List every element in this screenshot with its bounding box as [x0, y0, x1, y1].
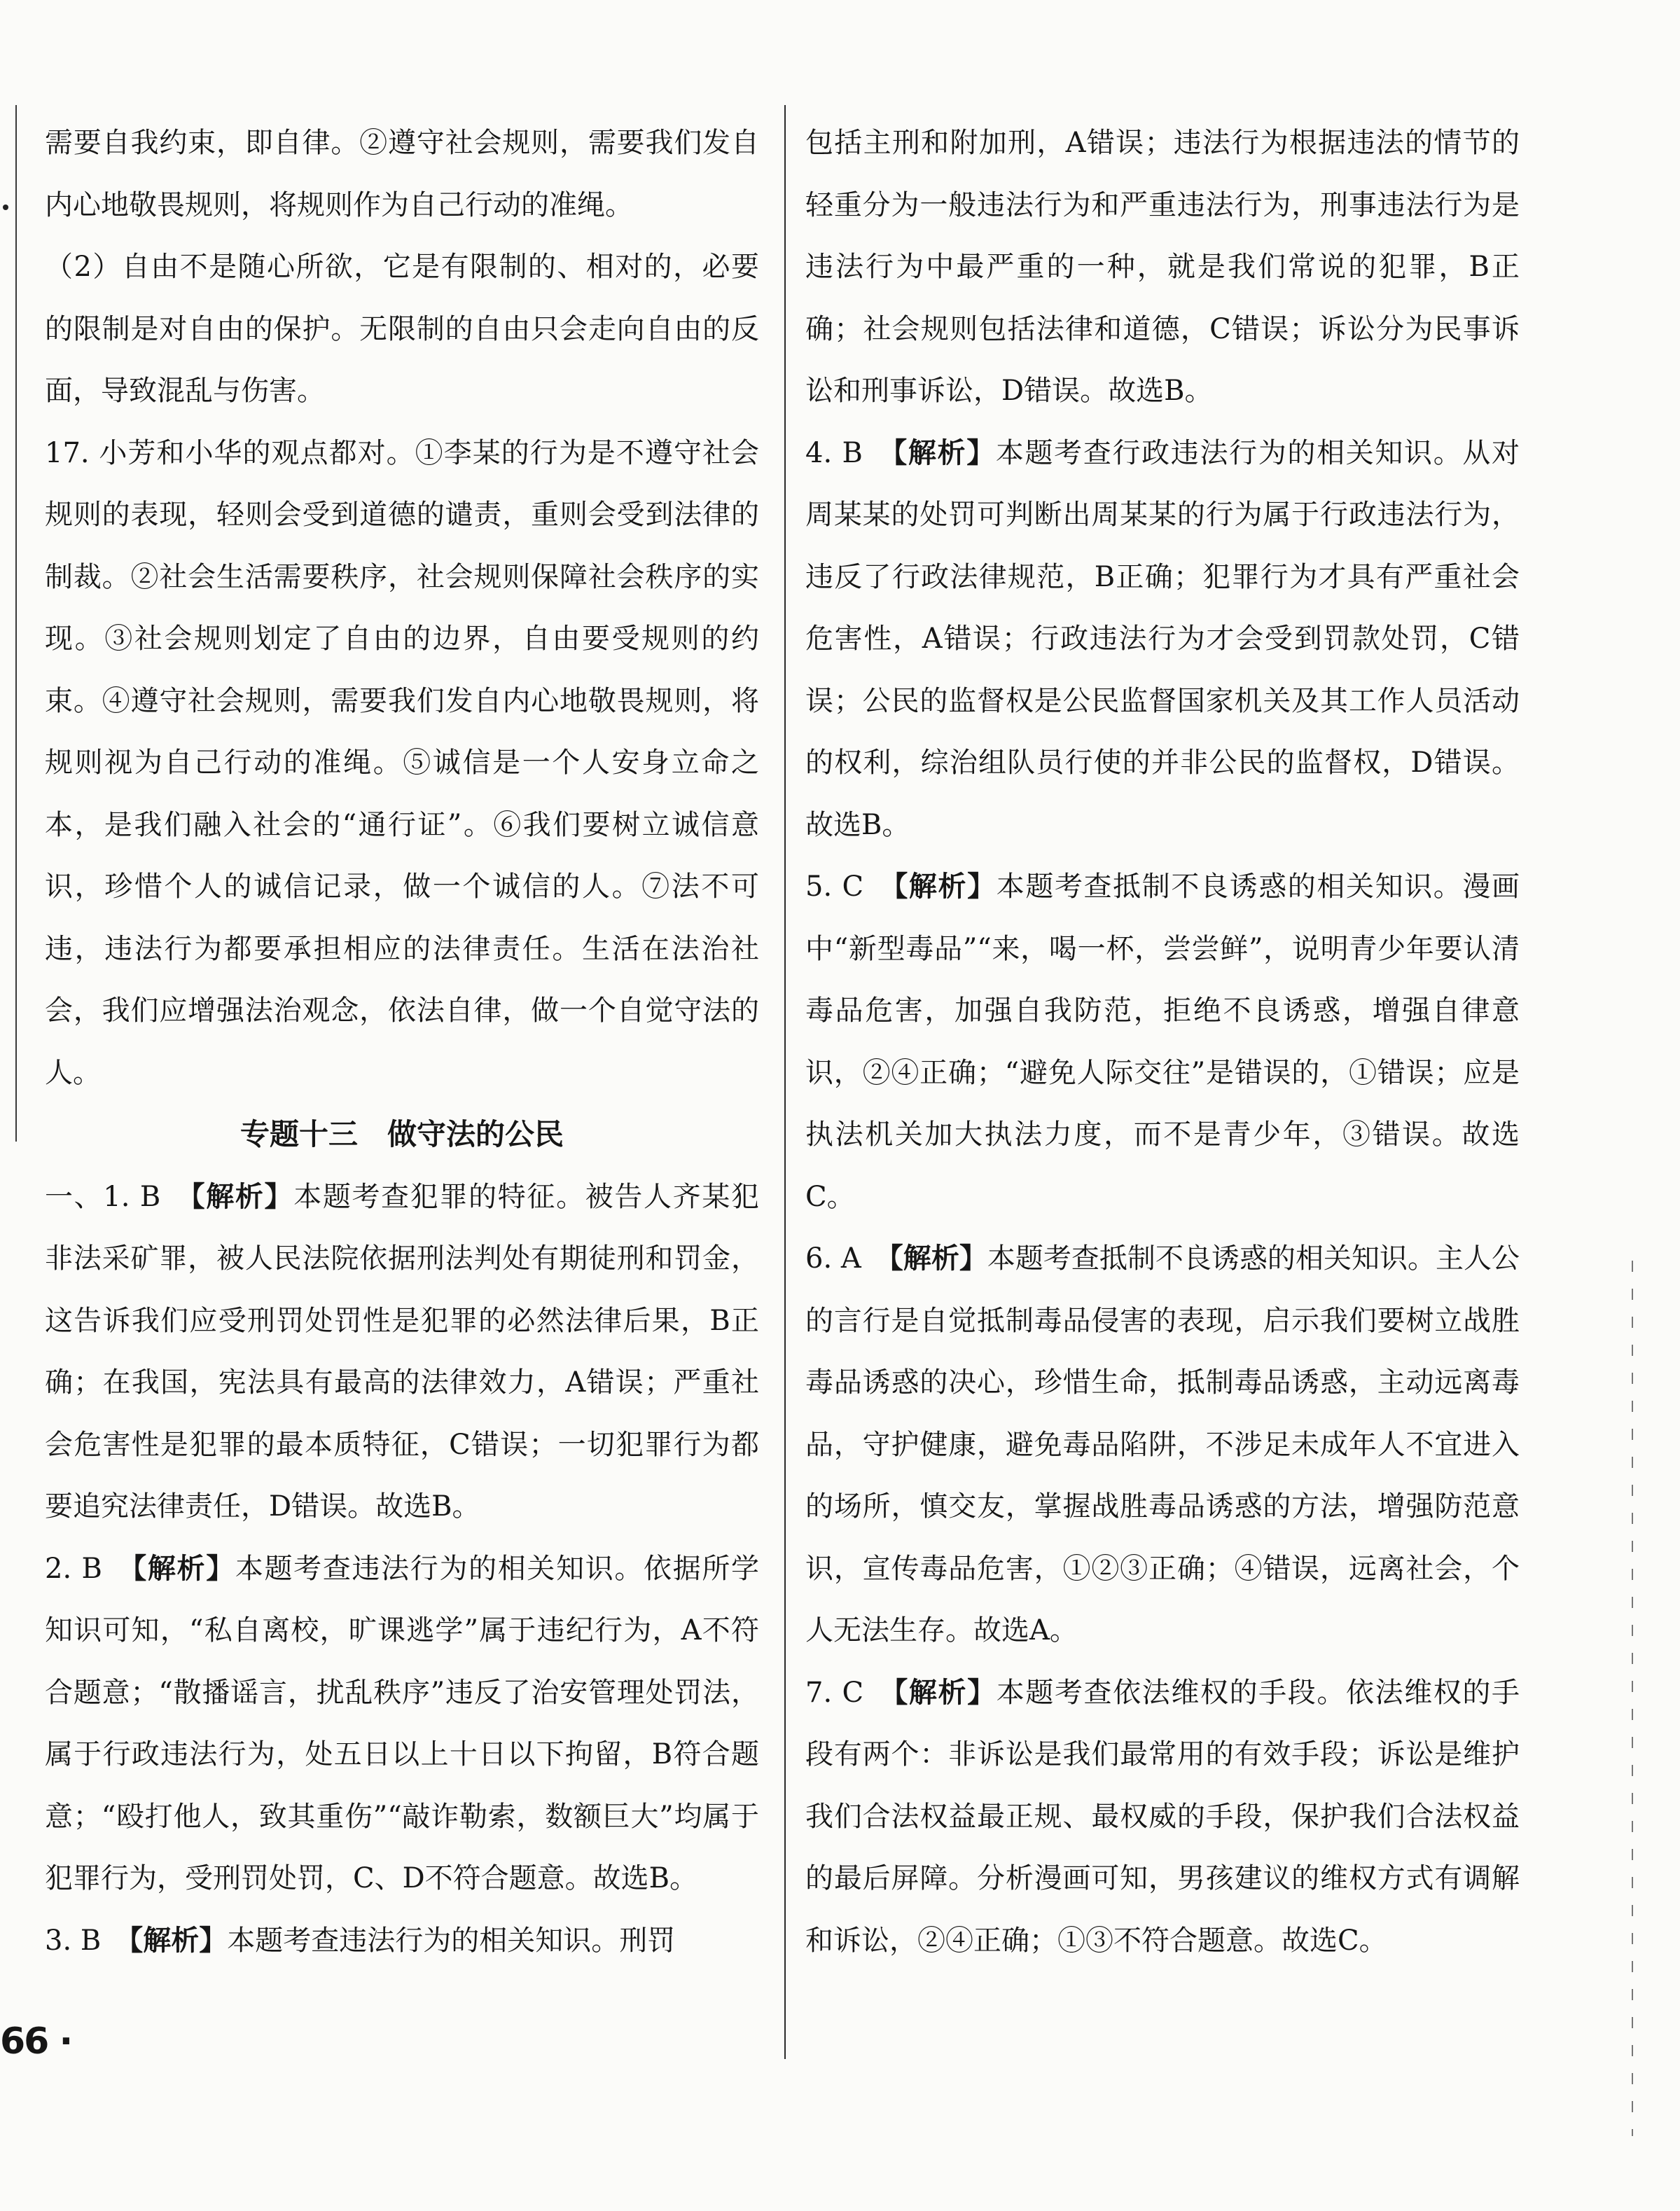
- section-heading: 专题十三 做守法的公民: [239, 1117, 564, 1151]
- answer-1-prefix: 一、1. B: [45, 1180, 191, 1213]
- right-edge-marks: [1632, 1261, 1633, 2136]
- answer-1-label: 【解析】: [190, 1180, 294, 1213]
- answer-2-text: 本题考查违法行为的相关知识。依据所学知识可知，“私自离校，旷课逃学”属于违纪行为，A不符合题意；“散播谣言，扰乱秩序”违反了治安管理处罚法，属于行政违法行为，处五日以上十日以下拘留，B符合题意；“殴打他人，致其重伤”“敲诈勒索，数额巨大”均属于犯罪行为，受刑罚处罚，C、D不符合题意。故选B。: [45, 1552, 760, 1894]
- answer-2-label: 【解析】: [132, 1552, 235, 1585]
- answer-7-label: 【解析】: [894, 1676, 997, 1709]
- answer-3-label: 【解析】: [129, 1924, 228, 1957]
- answer-4-label: 【解析】: [893, 436, 996, 469]
- answer-6-text: 本题考查抵制不良诱惑的相关知识。主人公的言行是自觉抵制毒品侵害的表现，启示我们要树立战胜毒品诱惑的决心，珍惜生命，抵制毒品诱惑，主动远离毒品，守护健康，避免毒品陷阱，不涉足未成年人不宜进入的场所，慎交友，掌握战胜毒品诱惑的方法，增强防范意识，宣传毒品危害，①②③正确；④错误，远离社会，个人无法生存。故选A。: [805, 1242, 1520, 1647]
- left-paragraph-2: （2）自由不是随心所欲，它是有限制的、相对的，必要的限制是对自由的保护。无限制的自由只会走向自由的反面，导致混乱与伤害。: [45, 251, 759, 407]
- left-column: [45, 112, 759, 1971]
- answer-5: [805, 856, 1520, 1228]
- answer-3-continued: 包括主刑和附加刑，A错误；违法行为根据违法的情节的轻重分为一般违法行为和严重违法行为，刑事违法行为是违法行为中最严重的一种，就是我们常说的犯罪，B正确；社会规则包括法律和道德，C错误；诉讼分为民事诉讼和刑事诉讼，D错误。故选B。: [805, 127, 1520, 407]
- answer-3: [45, 1910, 759, 1972]
- answer-1-text: 本题考查犯罪的特征。被告人齐某犯非法采矿罪，被人民法院依据刑法判处有期徒刑和罚金，这告诉我们应受刑罚处罚性是犯罪的必然法律后果，B正确；在我国，宪法具有最高的法律效力，A错误；严重社会危害性是犯罪的最本质特征，C错误；一切犯罪行为都要追究法律责任，D错误。故选B。: [45, 1180, 760, 1523]
- answer-7: [805, 1662, 1520, 1972]
- column-divider: [784, 105, 786, 2059]
- answer-6: [805, 1228, 1520, 1662]
- answer-4-text: 本题考查行政违法行为的相关知识。从对周某某的处罚可判断出周某某的行为属于行政违法行为，违反了行政法律规范，B正确；犯罪行为才具有严重社会危害性，A错误；行政违法行为才会受到罚款处罚，C错误；公民的监督权是公民监督国家机关及其工作人员活动的权利，综治组队员行使的并非公民的监督权，D错误。故选B。: [805, 436, 1520, 841]
- answer-4: [805, 422, 1520, 857]
- answer-2-prefix: 2. B: [45, 1552, 133, 1585]
- answer-5-text: 本题考查抵制不良诱惑的相关知识。漫画中“新型毒品”“来，喝一杯，尝尝鲜”，说明青少年要认清毒品危害，加强自我防范，拒绝不良诱惑，增强自律意识，②④正确；“避免人际交往”是错误的，①错误；应是执法机关加大执法力度，而不是青少年，③错误。故选C。: [805, 871, 1520, 1213]
- answer-5-label: 【解析】: [894, 871, 997, 903]
- margin-dot: [3, 205, 8, 210]
- answer-17: 17. 小芳和小华的观点都对。①李某的行为是不遵守社会规则的表现，轻则会受到道德的谴责，重则会受到法律的制裁。②社会生活需要秩序，社会规则保障社会秩序的实现。③社会规则划定了自由的边界，自由要受规则的约束。④遵守社会规则，需要我们发自内心地敬畏规则，将规则视为自己行动的准绳。⑤诚信是一个人安身立命之本，是我们融入社会的“通行证”。⑥我们要树立诚信意识，珍惜个人的诚信记录，做一个诚信的人。⑦法不可违，违法行为都要承担相应的法律责任。生活在法治社会，我们应增强法治观念，依法自律，做一个自觉守法的人。: [45, 436, 759, 1089]
- answer-7-prefix: 7. C: [805, 1676, 894, 1709]
- left-margin-line: [15, 105, 17, 1142]
- answer-3-text: 本题考查违法行为的相关知识。刑罚: [227, 1924, 676, 1957]
- answer-4-prefix: 4. B: [805, 436, 894, 469]
- right-column: [805, 112, 1520, 1971]
- answer-7-text: 本题考查依法维权的手段。依法维权的手段有两个：非诉讼是我们最常用的有效手段；诉讼是维护我们合法权益最正规、最权威的手段，保护我们合法权益的最后屏障。分析漫画可知，男孩建议的维权方式有调解和诉讼，②④正确；①③不符合题意。故选C。: [805, 1676, 1520, 1957]
- answer-3-prefix: 3. B: [45, 1924, 130, 1957]
- answer-5-prefix: 5. C: [805, 871, 894, 903]
- answer-1: [45, 1166, 759, 1538]
- answer-6-label: 【解析】: [889, 1242, 987, 1275]
- answer-6-prefix: 6. A: [805, 1242, 889, 1275]
- page-number: 66 ·: [0, 2021, 72, 2063]
- left-paragraph-1: 需要自我约束，即自律。②遵守社会规则，需要我们发自内心地敬畏规则，将规则作为自己行动的准绳。: [45, 127, 759, 221]
- answer-2: [45, 1538, 759, 1910]
